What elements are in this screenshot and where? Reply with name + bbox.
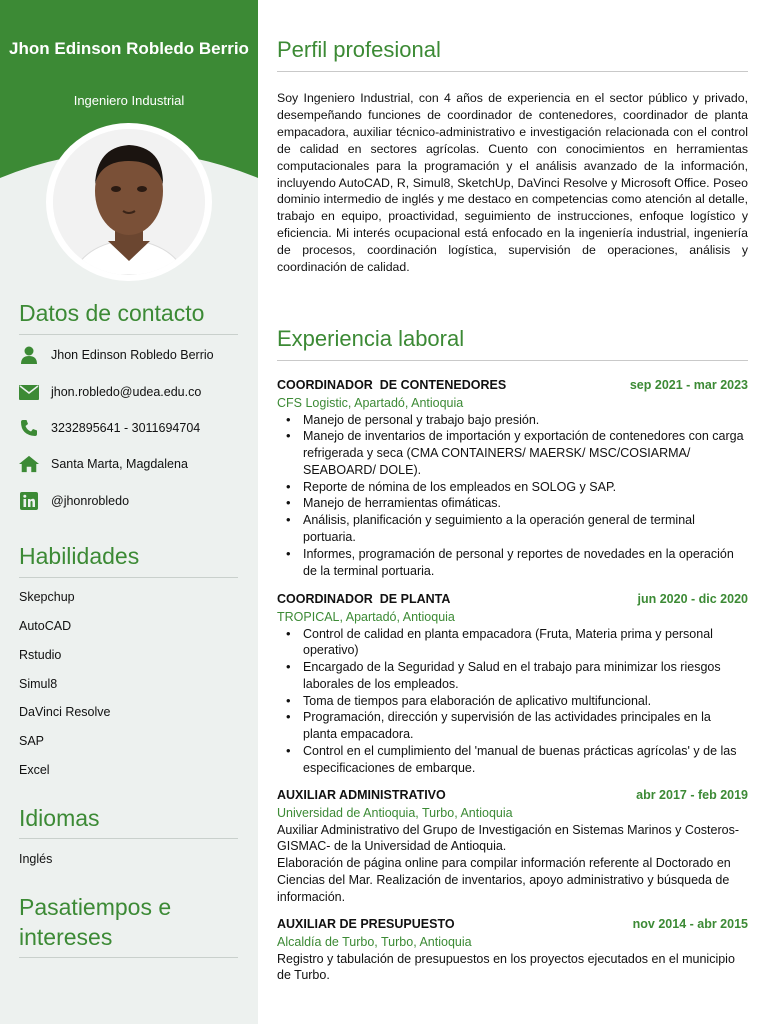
divider: [277, 360, 748, 361]
job-description: Registro y tabulación de presupuestos en los proyectos ejecutados en el municipio de Turbo.: [277, 951, 735, 983]
skills-section-title: Habilidades: [19, 543, 140, 569]
job-bullet: • Análisis, planificación y seguimiento a la operación general de terminal portuaria.: [277, 512, 748, 546]
hobbies-section-title-line2: intereses: [19, 924, 113, 950]
contact-item-phone: [19, 417, 249, 439]
job-bullet: • Control de calidad en planta empacadora (Fruta, Materia prima y personal operativo): [277, 626, 748, 660]
job-bullet: • Control en el cumplimiento del 'manual de buenas prácticas agrícolas' y de las especificaciones de embarque.: [277, 743, 748, 777]
person-job-title: Ingeniero Industrial: [73, 93, 185, 108]
contact-section-title: Datos de contacto: [19, 300, 205, 326]
job-entry: [277, 378, 748, 579]
job-bullets: [277, 626, 748, 777]
job-dates: jun 2020 - dic 2020: [637, 592, 748, 606]
job-dates: sep 2021 - mar 2023: [629, 378, 748, 392]
job-description: Auxiliar Administrativo del Grupo de Investigación en Sistemas Marinos y Costeros-GISMAC- de la Universidad de Antioquia.: [277, 822, 740, 854]
job-bullet: • Informes, programación de personal y reportes de novedades en la operación de la terminal portuaria.: [277, 546, 748, 580]
contact-phone-text: 3232895641 - 3011694704: [51, 421, 201, 435]
user-icon: [19, 345, 39, 365]
skill-item: Excel: [19, 763, 50, 777]
job-entry: [277, 592, 748, 777]
languages-section-title: Idiomas: [19, 805, 100, 831]
contact-linkedin-text[interactable]: @jhonrobledo: [51, 494, 130, 508]
divider: [277, 71, 748, 72]
contact-name-text: Jhon Edinson Robledo Berrio: [51, 348, 214, 362]
contact-item-name: [19, 344, 249, 366]
contact-item-email[interactable]: [19, 381, 249, 403]
job-bullet: • Manejo de inventarios de importación y exportación de contenedores con carga refrigerada y seca (CMA CONTAINERS/ MAERSK/ MSC/COSIARMA/ SEABOARD/ DOLE).: [277, 428, 748, 478]
contact-location-text: Santa Marta, Magdalena: [51, 457, 188, 471]
job-organization: CFS Logistic, Apartadó, Antioquia: [277, 396, 464, 410]
skill-item: DaVinci Resolve: [19, 705, 111, 719]
language-item: Inglés: [19, 852, 53, 866]
job-organization: Universidad de Antioquia, Turbo, Antioquia: [277, 806, 513, 820]
job-bullet: • Encargado de la Seguridad y Salud en el trabajo para minimizar los riesgos laborales de los empleados.: [277, 659, 748, 693]
job-dates: nov 2014 - abr 2015: [632, 917, 748, 931]
skill-item: Simul8: [19, 677, 58, 691]
phone-icon: [19, 418, 39, 438]
job-bullets: [277, 412, 748, 580]
divider: [19, 334, 238, 335]
skill-item: Skepchup: [19, 590, 75, 604]
profile-summary: Soy Ingeniero Industrial, con 4 años de experiencia en el sector público y privado, desempeñando funciones de coordinador de contenedores, coordinador de planta empacadora, auxiliar técnico-administrativo e investigación relacionada con el control de calidad en sectores agrícolas. Cuento con conocimientos en herramientas computacionales para la programación y el análisis avanzado de la información, incluyendo AutoCAD, R, Simul8, SketchUp, DaVinci Resolve y Microsoft Office. Poseo dominio intermedio de inglés y me destaco en competencias como atención al detalle, trabajo en equipo, proactividad, seguimiento de instrucciones, enfoque logístico y eficiencia. Mi interés ocupacional está enfocado en la ingeniería industrial, ingeniería de procesos, coordinación logística, supervisión de operaciones, análisis y coordinación de calidad.: [277, 91, 748, 275]
divider: [19, 838, 238, 839]
skill-item: AutoCAD: [19, 619, 72, 633]
hobbies-section-title-line1: Pasatiempos e: [19, 894, 172, 920]
job-title: AUXILIAR DE PRESUPUESTO: [277, 917, 455, 931]
skill-item: Rstudio: [19, 648, 62, 662]
profile-photo: [53, 129, 205, 275]
skill-item: SAP: [19, 734, 45, 748]
job-title: COORDINADOR DE CONTENEDORES: [277, 378, 507, 392]
contact-item-linkedin[interactable]: [19, 490, 249, 512]
job-bullet: • Programación, dirección y supervisión de las actividades principales en la planta empacadora.: [277, 709, 748, 743]
job-entry: [277, 917, 748, 984]
job-dates: abr 2017 - feb 2019: [636, 788, 748, 802]
divider: [19, 957, 238, 958]
job-bullet: • Manejo de personal y trabajo bajo presión.: [277, 412, 748, 429]
job-bullet: • Reporte de nómina de los empleados en SOLOG y SAP.: [277, 479, 748, 496]
divider: [19, 577, 238, 578]
job-title: AUXILIAR ADMINISTRATIVO: [277, 788, 446, 802]
profile-section-title: Perfil profesional: [277, 37, 441, 62]
job-entry: [277, 788, 748, 905]
home-icon: [19, 454, 39, 474]
sidebar: [0, 0, 258, 1024]
contact-email-text[interactable]: jhon.robledo@udea.edu.co: [51, 385, 202, 399]
person-name: Jhon Edinson Robledo Berrio: [9, 39, 249, 58]
job-title: COORDINADOR DE PLANTA: [277, 592, 451, 606]
email-icon: [19, 382, 39, 402]
job-organization: TROPICAL, Apartadó, Antioquia: [277, 610, 455, 624]
job-bullet: • Toma de tiempos para elaboración de aplicativo multifuncional.: [277, 693, 748, 710]
job-description: Elaboración de página online para compilar información referente al Doctorado en Ciencias del Mar. Realización de inventarios, apoyo administrativo y búsqueda de información.: [277, 856, 731, 904]
linkedin-icon: [19, 491, 39, 511]
experience-section-title: Experiencia laboral: [277, 326, 465, 351]
contact-item-location: [19, 453, 249, 475]
job-bullet: • Manejo de herramientas ofimáticas.: [277, 495, 748, 512]
job-organization: Alcaldía de Turbo, Turbo, Antioquia: [277, 935, 472, 949]
